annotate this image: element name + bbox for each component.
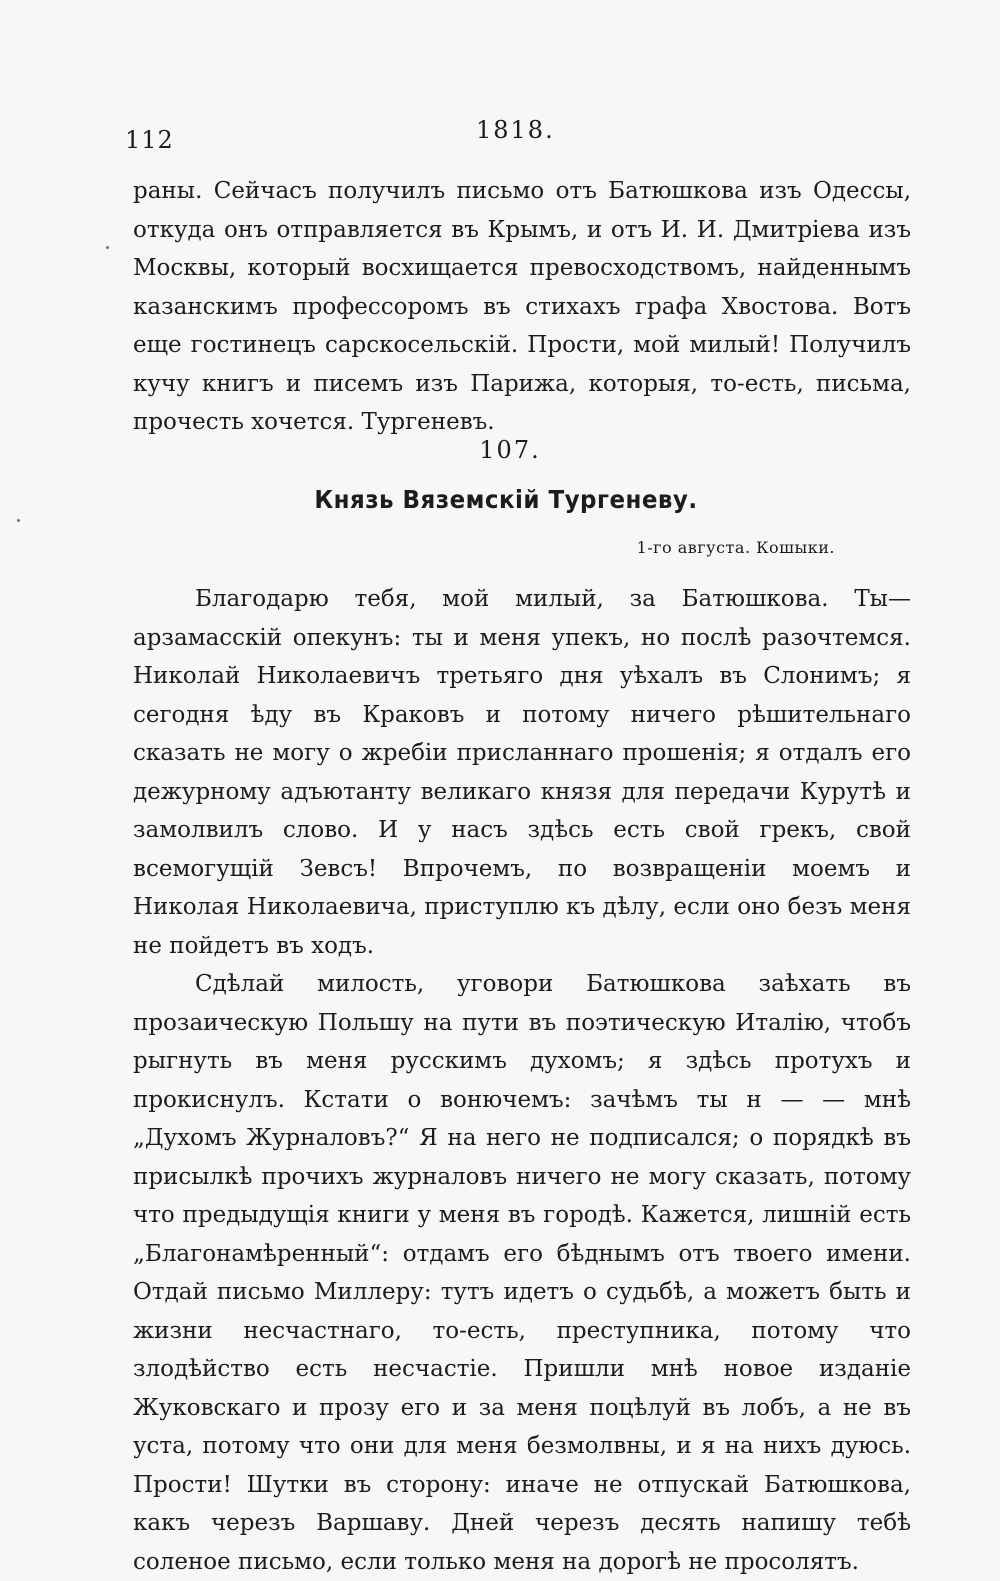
page-number: 112	[125, 126, 174, 154]
ink-speck	[106, 246, 109, 249]
page-header	[0, 112, 1000, 152]
paragraph: Благодарю тебя, мой милый, за Батюшкова. Ты—арзамасскій опекунъ: ты и меня упекъ, но послѣ разочтемся. Николай Николаевичъ третьяго дня уѣхалъ въ Слонимъ; я сегодня ѣду въ Краковъ и потому ничего рѣшительнаго сказать не могу о жребіи присланнаго прошенія; я отдалъ его дежурному адъютанту великаго князя для передачи Курутѣ и замолвилъ слово. И у насъ здѣсь есть свой грекъ, свой всемогущій Зевсъ! Впрочемъ, по возвращеніи моемъ и Николая Николаевича, приступлю къ дѣлу, если оно безъ меня не пойдетъ въ ходъ.	[133, 586, 911, 959]
letter-body	[133, 580, 911, 1581]
letter-number: 107.	[479, 436, 541, 464]
ink-speck	[17, 519, 20, 522]
letter-heading: Князь Вяземскій Тургеневу.	[314, 485, 698, 514]
paragraph: раны. Сейчасъ получилъ письмо отъ Батюшкова изъ Одессы, откуда онъ отправляется въ Крымъ, и отъ И. И. Дмитріева изъ Москвы, который восхищается превосходствомъ, найденнымъ казанскимъ профессоромъ въ стихахъ графа Хвостова. Вотъ еще гостинецъ сарскосельскій. Прости, мой милый! Получилъ кучу книгъ и писемъ изъ Парижа, которыя, то-есть, письма, прочесть хочется. Тургеневъ.	[133, 178, 911, 435]
letter-dateline: 1-го августа. Кошыки.	[636, 538, 835, 557]
running-head-year: 1818.	[476, 116, 555, 144]
paragraph: Сдѣлай милость, уговори Батюшкова заѣхать въ прозаическую Польшу на пути въ поэтическую Италію, чтобъ рыгнуть въ меня русскимъ духомъ; я здѣсь протухъ и прокиснулъ. Кстати о вонючемъ: зачѣмъ ты н — — мнѣ „Духомъ Журналовъ?“ Я на него не подписался; о порядкѣ въ присылкѣ прочихъ журналовъ ничего не могу сказать, потому что предыдущія книги у меня въ городѣ. Кажется, лишній есть „Благонамѣренный“: отдамъ его бѣднымъ отъ твоего имени. Отдай письмо Миллеру: тутъ идетъ о судьбѣ, а можетъ быть и жизни несчастнаго, то-есть, преступника, потому что злодѣйство есть несчастіе. Пришли мнѣ новое изданіе Жуковскаго и прозу его и за меня поцѣлуй въ лобъ, а не въ уста, потому что они для меня безмолвны, и я на нихъ дуюсь. Прости! Шутки въ сторону: иначе не отпускай Батюшкова, какъ черезъ Варшаву. Дней черезъ десять напишу тебѣ соленое письмо, если только меня на дорогѣ не просолятъ.	[133, 971, 911, 1575]
previous-letter-ending	[133, 172, 911, 442]
